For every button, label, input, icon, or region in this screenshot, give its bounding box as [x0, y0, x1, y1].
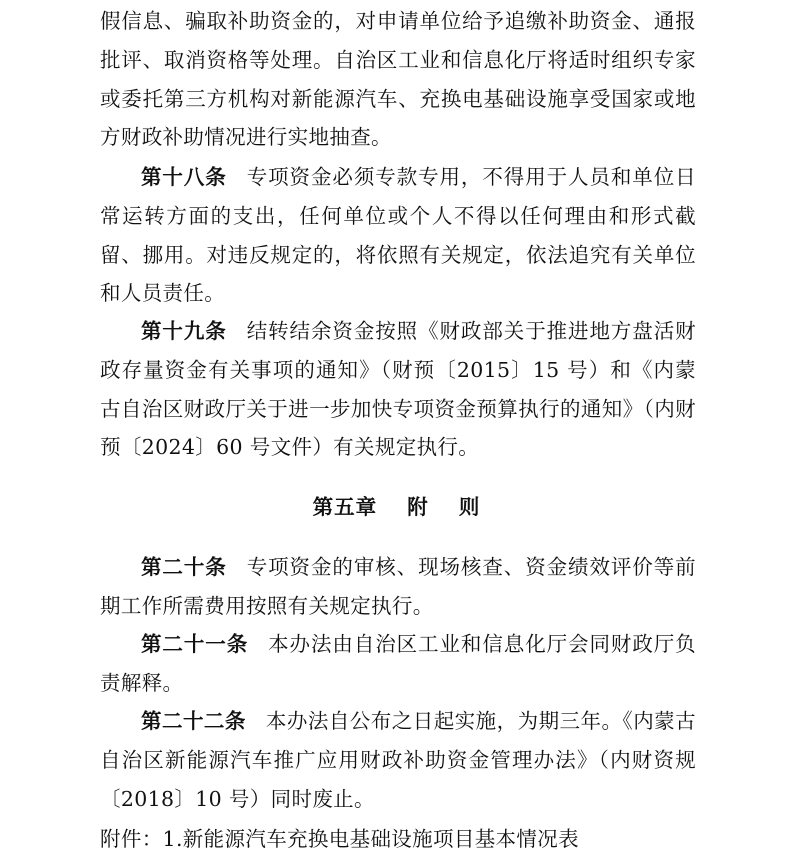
- article-19-title: 第十九条: [141, 319, 227, 343]
- article-20: [100, 548, 696, 626]
- article-22-text: 本办法自公布之日起实施，为期三年。《内蒙古自治区新能源汽车推广应用财政补助资金管理办法》（内财资规〔2018〕10 号）同时废止。: [100, 709, 697, 811]
- article-19-text: 结转结余资金按照《财政部关于推进地方盘活财政存量资金有关事项的通知》（财预〔2015〕15 号）和《内蒙古自治区财政厅关于进一步加快专项资金预算执行的通知》（内财预〔2024〕60 号文件）有关规定执行。: [100, 319, 696, 460]
- attachment-line: 附件：1.新能源汽车充换电基础设施项目基本情况表: [100, 827, 579, 851]
- article-18-title: 第十八条: [141, 165, 227, 189]
- paragraph-continued: 假信息、骗取补助资金的，对申请单位给予追缴补助资金、通报批评、取消资格等处理。自治区工业和信息化厅将适时组织专家或委托第三方机构对新能源汽车、充换电基础设施享受国家或地方财政补助情况进行实地抽查。: [100, 9, 696, 150]
- article-21: [100, 625, 696, 703]
- article-18-text: 专项资金必须专款专用，不得用于人员和单位日常运转方面的支出，任何单位或个人不得以任何理由和形式截留、挪用。对违反规定的，将依照有关规定，依法追究有关单位和人员责任。: [100, 165, 696, 306]
- article-20-text: 专项资金的审核、现场核查、资金绩效评价等前期工作所需费用按照有关规定执行。: [100, 555, 696, 618]
- article-21-title: 第二十一条: [141, 632, 249, 656]
- article-20-title: 第二十条: [141, 555, 227, 579]
- article-21-text: 本办法由自治区工业和信息化厅会同财政厅负责解释。: [100, 632, 697, 695]
- article-22: [100, 702, 696, 818]
- article-18: [100, 158, 696, 313]
- article-19: [100, 312, 696, 467]
- article-22-title: 第二十二条: [141, 709, 246, 733]
- chapter-heading: 第五章 附 则: [312, 495, 481, 519]
